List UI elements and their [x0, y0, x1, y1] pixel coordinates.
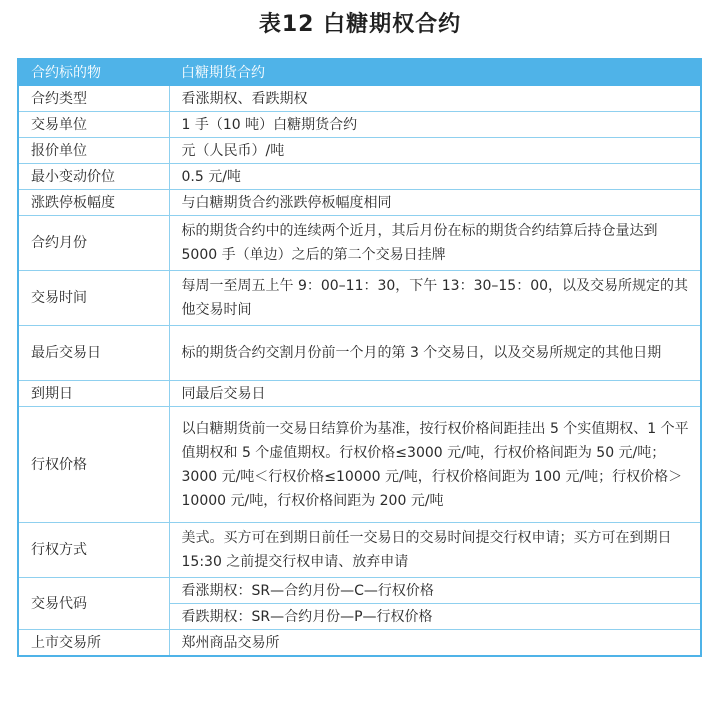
row-key: 报价单位 — [19, 138, 169, 164]
contract-table — [17, 58, 702, 657]
table-row — [19, 326, 700, 381]
table-header-row — [19, 60, 700, 86]
row-value: 0.5 元/吨 — [169, 164, 700, 190]
row-value-call: 看涨期权：SR—合约月份—C—行权价格 — [169, 578, 700, 604]
row-key: 到期日 — [19, 381, 169, 407]
row-value: 1 手（10 吨）白糖期货合约 — [169, 112, 700, 138]
row-value: 标的期货合约中的连续两个近月，其后月份在标的期货合约结算后持仓量达到 5000 手（单边）之后的第二个交易日挂牌 — [169, 216, 700, 271]
table-row — [19, 578, 700, 604]
row-key: 合约类型 — [19, 86, 169, 112]
row-key: 交易代码 — [19, 578, 169, 630]
row-key: 最后交易日 — [19, 326, 169, 381]
table-row — [19, 190, 700, 216]
table-row — [19, 164, 700, 190]
table-title: 表12 白糖期权合约 — [258, 12, 462, 37]
row-value: 看涨期权、看跌期权 — [169, 86, 700, 112]
row-value: 元（人民币）/吨 — [169, 138, 700, 164]
table-row — [19, 630, 700, 656]
row-value: 标的期货合约交割月份前一个月的第 3 个交易日，以及交易所规定的其他日期 — [169, 326, 700, 381]
header-key: 合约标的物 — [19, 60, 169, 86]
row-value: 以白糖期货前一交易日结算价为基准，按行权价格间距挂出 5 个实值期权、1 个平值期权和 5 个虚值期权。行权价格≤3000 元/吨，行权价格间距为 50 元/吨；3000 元/吨＜行权价格≤10000 元/吨，行权价格间距为 100 元/吨；行权价格＞10000 元/吨，行权价格间距为 200 元/吨 — [169, 407, 700, 523]
row-value: 郑州商品交易所 — [181, 634, 280, 651]
table-row — [19, 407, 700, 523]
row-value: 美式。买方可在到期日前任一交易日的交易时间提交行权申请；买方可在到期日 15:30 之前提交行权申请、放弃申请 — [169, 523, 700, 578]
row-value: 同最后交易日 — [169, 381, 700, 407]
table-row — [19, 138, 700, 164]
row-key: 行权价格 — [19, 407, 169, 523]
row-key: 最小变动价位 — [19, 164, 169, 190]
table-row — [19, 86, 700, 112]
row-key: 上市交易所 — [19, 630, 169, 656]
header-value: 白糖期货合约 — [169, 60, 700, 86]
row-key: 合约月份 — [19, 216, 169, 271]
table-row — [19, 271, 700, 326]
table-row — [19, 112, 700, 138]
row-value: 每周一至周五上午 9：00–11：30，下午 13：30–15：00，以及交易所规定的其他交易时间 — [169, 271, 700, 326]
row-key: 行权方式 — [19, 523, 169, 578]
table-row — [19, 523, 700, 578]
row-key: 交易时间 — [19, 271, 169, 326]
table-row — [19, 381, 700, 407]
table-row — [19, 216, 700, 271]
row-value: 与白糖期货合约涨跌停板幅度相同 — [169, 190, 700, 216]
row-value-put: 看跌期权：SR—合约月份—P—行权价格 — [169, 604, 700, 630]
row-key: 涨跌停板幅度 — [19, 190, 169, 216]
row-key: 交易单位 — [19, 112, 169, 138]
